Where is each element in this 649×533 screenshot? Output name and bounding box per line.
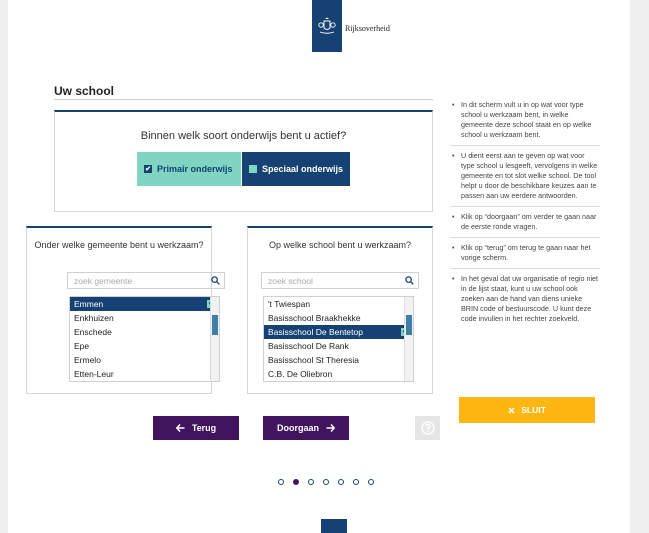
logo-mark (312, 0, 342, 52)
page-title: Uw school (54, 84, 115, 98)
divider (450, 237, 600, 238)
search-icon[interactable] (405, 276, 414, 285)
back-button[interactable] (153, 416, 239, 440)
list-item[interactable]: Epe (74, 341, 90, 351)
school-search-input[interactable] (261, 272, 419, 289)
coat-of-arms-icon (317, 17, 337, 35)
search-icon[interactable] (211, 276, 220, 285)
progress-dot[interactable] (353, 479, 359, 485)
education-type-question: Binnen welk soort onderwijs bent u actief? (140, 130, 347, 142)
scrollbar-thumb[interactable] (406, 315, 412, 335)
list-item[interactable]: 't Twiespan (268, 299, 311, 309)
scrollbar[interactable] (404, 297, 413, 381)
close-button-label: SLUIT (521, 405, 546, 415)
help-text: • U dient eerst aan te geven op wat voor type school u lesgeeft, vervolgens in welke gemeente en tot slot welke school. De tool helpt u door de beschikbare keuzes aan te passen aan uw eerdere antwoorden. (450, 151, 600, 201)
progress-dot-current[interactable] (293, 479, 299, 485)
close-icon (508, 407, 515, 414)
progress-dot[interactable] (338, 479, 344, 485)
list-item[interactable]: Ermelo (74, 355, 101, 365)
progress-indicator (278, 479, 374, 485)
divider (450, 268, 600, 269)
list-item[interactable]: C.B. De Oliebron (268, 369, 333, 379)
list-item[interactable]: Basisschool De Bentetop (264, 325, 413, 339)
next-button-label: Doorgaan (276, 423, 319, 433)
list-item[interactable]: Emmen (70, 297, 219, 311)
municipality-search-input[interactable] (67, 272, 225, 289)
list-item[interactable]: Basisschool St Theresia (268, 355, 360, 365)
scrollbar[interactable] (210, 297, 219, 381)
checkbox-unchecked-icon (249, 165, 257, 173)
list-item[interactable]: Basisschool Braakhekke (268, 313, 361, 323)
option-speciaal-onderwijs[interactable] (242, 152, 350, 186)
education-type-box (54, 110, 433, 212)
list-item[interactable]: Enkhuizen (74, 313, 114, 323)
school-question: Op welke school bent u werkzaam? (268, 240, 412, 250)
back-button-label: Terug (191, 423, 217, 433)
search-placeholder: zoek gemeente (74, 276, 133, 286)
progress-dot[interactable] (308, 479, 314, 485)
list-item[interactable]: Enschede (74, 327, 112, 337)
progress-dot[interactable] (368, 479, 374, 485)
school-panel (247, 226, 433, 394)
progress-dot[interactable] (278, 479, 284, 485)
municipality-question: Onder welke gemeente bent u werkzaam? (34, 240, 204, 250)
question-icon (421, 421, 435, 435)
checkbox-checked-icon: ✔ (145, 166, 151, 173)
progress-dot[interactable] (323, 479, 329, 485)
municipality-panel (26, 226, 212, 394)
footer-tab (321, 519, 347, 533)
help-button[interactable] (415, 416, 440, 440)
municipality-list[interactable] (69, 296, 220, 382)
option-label: Primair onderwijs (157, 164, 233, 174)
divider (450, 145, 600, 146)
option-label: Speciaal onderwijs (262, 164, 344, 174)
list-item[interactable]: Etten-Leur (74, 369, 114, 379)
list-item[interactable]: Basisschool De Rank (268, 341, 349, 351)
logo-text: Rijksoverheid (345, 24, 390, 33)
next-button[interactable] (263, 416, 349, 440)
help-sidebar (450, 100, 600, 329)
option-primair-onderwijs[interactable] (137, 152, 241, 186)
title-divider (54, 99, 433, 100)
arrow-left-icon (176, 424, 185, 432)
help-text: • In dit scherm vult u in op wat voor type school u werkzaam bent, in welke gemeente deze school staat en op welke school u werkzaam bent. (450, 100, 600, 140)
close-button[interactable] (459, 397, 595, 423)
arrow-right-icon (326, 424, 335, 432)
scrollbar-thumb[interactable] (212, 315, 218, 335)
search-placeholder: zoek school (268, 276, 313, 286)
help-text: • In het geval dat uw organisatie of regio niet in de lijst staat, kunt u uw school ook zoeken aan de hand van diens unieke BRIN code of bestuurscode. U kunt deze code invullen in het rechter zoekveld. (450, 274, 600, 324)
help-text: • Klik op “doorgaan” om verder te gaan naar de eerste ronde vragen. (450, 212, 600, 232)
divider (450, 206, 600, 207)
school-list[interactable] (263, 296, 414, 382)
help-text: • Klik op “terug” om terug te gaan naar het vorige scherm. (450, 243, 600, 263)
